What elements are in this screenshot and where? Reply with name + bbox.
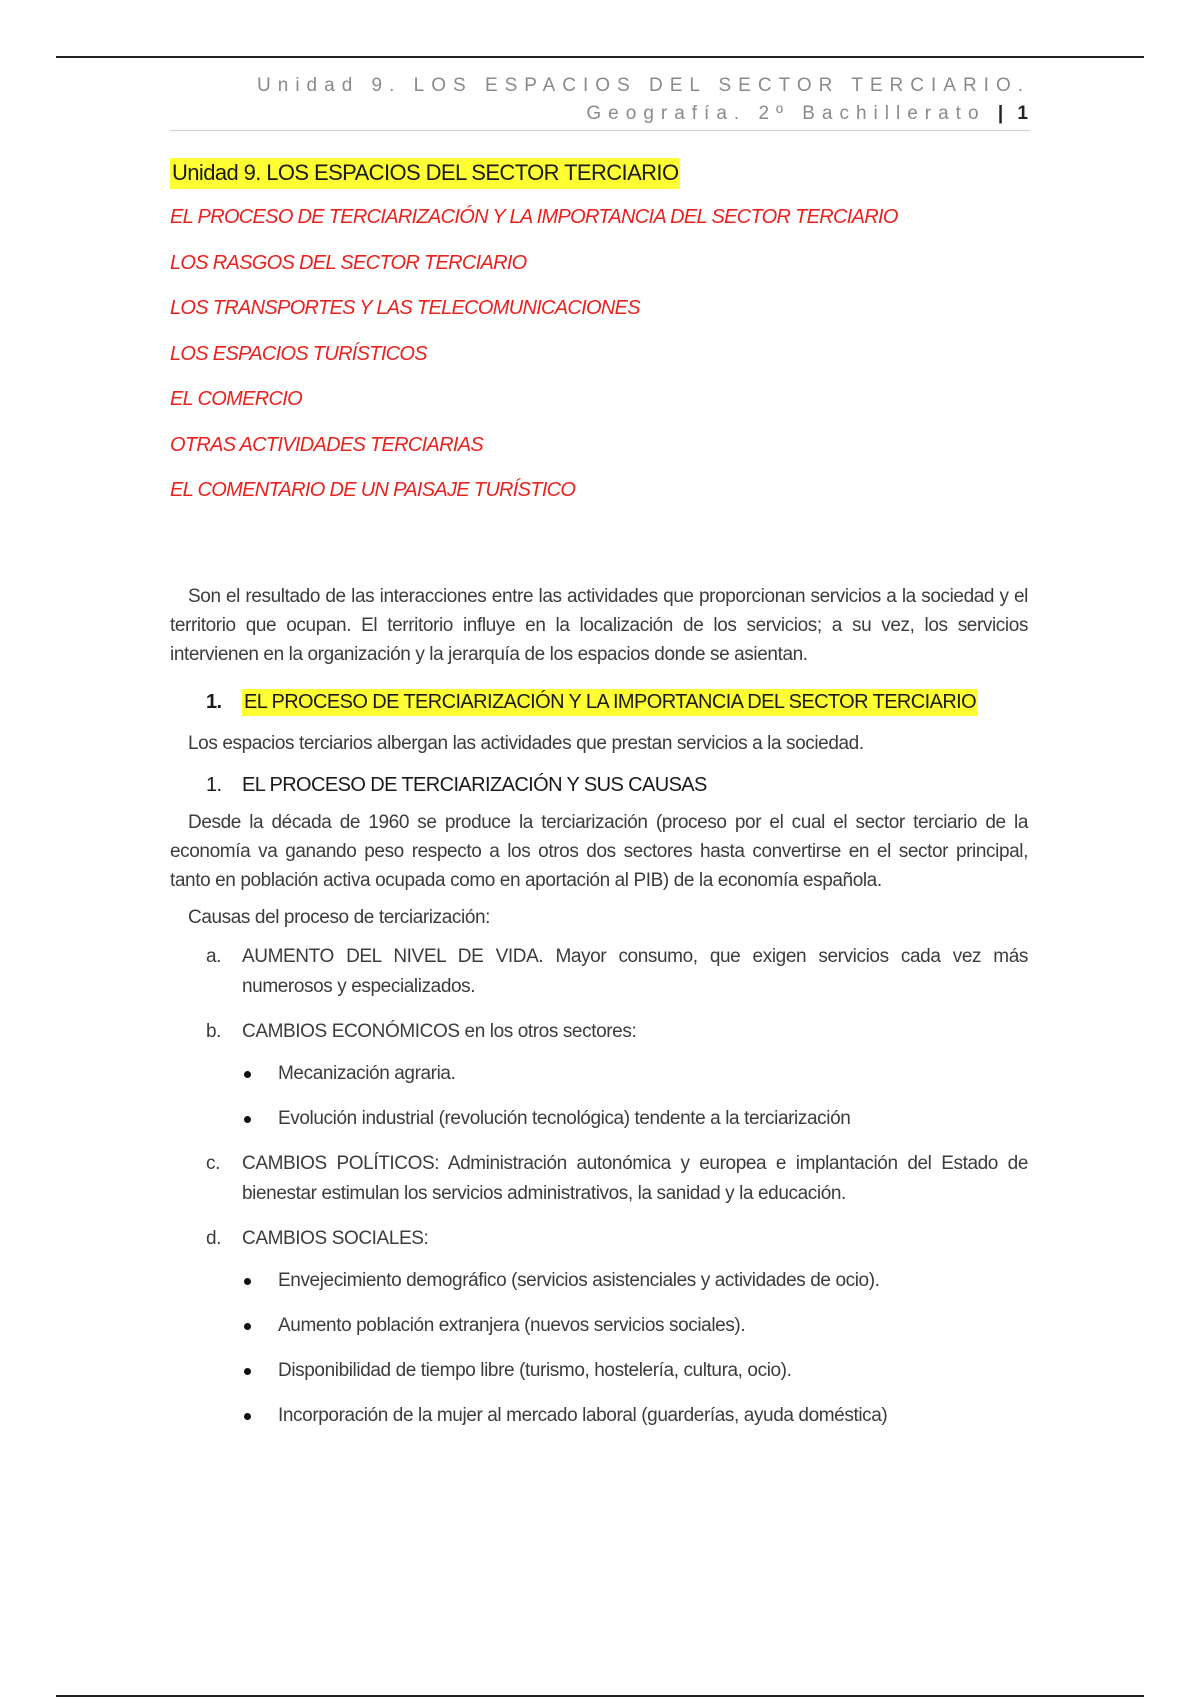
bullet-dot	[244, 1071, 251, 1078]
bullet-list	[242, 1059, 1028, 1134]
bullet-text: Aumento población extranjera (nuevos servicios sociales).	[278, 1314, 746, 1336]
bottom-rule	[56, 1695, 1144, 1697]
header-unit-title: Unidad 9. LOS ESPACIOS DEL SECTOR TERCIARIO.	[257, 75, 1030, 96]
cause-item	[206, 1224, 1028, 1431]
bullet-text: Incorporación de la mujer al mercado laboral (guarderías, ayuda doméstica)	[278, 1404, 888, 1426]
top-rule	[56, 56, 1144, 58]
section-number: 1.	[206, 690, 222, 713]
section-heading	[206, 687, 1028, 721]
cause-marker: c.	[206, 1152, 220, 1174]
page-number: 1	[1017, 103, 1030, 124]
bullet-dot	[244, 1323, 251, 1330]
bullet-text: Mecanización agraria.	[278, 1062, 456, 1084]
table-of-contents	[170, 199, 1028, 518]
causes-list	[206, 942, 1028, 1431]
section-paragraph: Los espacios terciarios albergan las actividades que prestan servicios a la sociedad.	[188, 732, 864, 754]
subsection-paragraph: Desde la década de 1960 se produce la terciarización (proceso por el cual el sector terciario de la economía va ganando peso respecto a los otros dos sectores hasta convertirse en el sector principal, tanto en población activa ocupada como en aportación al PIB) de la economía española.	[170, 811, 1028, 891]
toc-item: EL COMENTARIO DE UN PAISAJE TURÍSTICO	[170, 479, 576, 501]
bullet-text: Evolución industrial (revolución tecnológica) tendente a la terciarización	[278, 1107, 851, 1129]
header-separator: |	[997, 103, 1006, 124]
cause-item	[206, 942, 1028, 1002]
bullet-item	[242, 1356, 1028, 1386]
toc-item: LOS RASGOS DEL SECTOR TERCIARIO	[170, 251, 527, 274]
bullet-item	[242, 1059, 1028, 1089]
bullet-item	[242, 1401, 1028, 1431]
header-subject: Geografía. 2º Bachillerato	[586, 103, 986, 124]
intro-paragraph: Son el resultado de las interacciones entre las actividades que proporcionan servicios a la sociedad y el territorio que ocupan. El territorio influye en la localización de los servicios; a su vez, los servicios intervienen en la organización y la jerarquía de los espacios donde se asientan.	[170, 585, 1028, 665]
cause-text: CAMBIOS POLÍTICOS: Administración autonómica y europea e implantación del Estado de bienestar estimulan los servicios administrativos, la sanidad y la educación.	[242, 1152, 1028, 1204]
cause-marker: b.	[206, 1020, 222, 1042]
bullet-dot	[244, 1116, 251, 1123]
cause-item	[206, 1149, 1028, 1209]
header-divider	[170, 130, 1030, 131]
toc-item: LOS ESPACIOS TURÍSTICOS	[170, 342, 427, 365]
bullet-list	[242, 1266, 1028, 1431]
page-content	[170, 158, 1028, 1446]
bullet-dot	[244, 1368, 251, 1375]
bullet-text: Envejecimiento demográfico (servicios asistenciales y actividades de ocio).	[278, 1269, 880, 1291]
subsection-heading	[206, 770, 1028, 800]
toc-item: EL COMERCIO	[170, 388, 302, 410]
cause-marker: a.	[206, 945, 222, 967]
bullet-dot	[244, 1413, 251, 1420]
bullet-item	[242, 1104, 1028, 1134]
page-title: Unidad 9. LOS ESPACIOS DEL SECTOR TERCIARIO	[170, 158, 680, 189]
toc-item: LOS TRANSPORTES Y LAS TELECOMUNICACIONES	[170, 297, 640, 319]
header-subject-line	[170, 100, 1030, 128]
subsection-title: EL PROCESO DE TERCIARIZACIÓN Y SUS CAUSAS	[242, 773, 707, 796]
running-header	[170, 72, 1030, 128]
section-title: EL PROCESO DE TERCIARIZACIÓN Y LA IMPORTANCIA DEL SECTOR TERCIARIO	[242, 689, 978, 716]
subsection-number: 1.	[206, 773, 222, 796]
cause-text: AUMENTO DEL NIVEL DE VIDA. Mayor consumo, que exigen servicios cada vez más numerosos y especializados.	[242, 945, 1028, 997]
cause-item	[206, 1017, 1028, 1134]
cause-text: CAMBIOS SOCIALES:	[242, 1227, 429, 1249]
cause-text: CAMBIOS ECONÓMICOS en los otros sectores:	[242, 1020, 637, 1042]
bullet-text: Disponibilidad de tiempo libre (turismo, hostelería, cultura, ocio).	[278, 1359, 792, 1381]
causes-intro: Causas del proceso de terciarización:	[188, 906, 491, 928]
toc-item: OTRAS ACTIVIDADES TERCIARIAS	[170, 433, 484, 456]
bullet-item	[242, 1266, 1028, 1296]
toc-item: EL PROCESO DE TERCIARIZACIÓN Y LA IMPORTANCIA DEL SECTOR TERCIARIO	[170, 206, 898, 228]
cause-marker: d.	[206, 1227, 222, 1249]
bullet-dot	[244, 1278, 251, 1285]
bullet-item	[242, 1311, 1028, 1341]
